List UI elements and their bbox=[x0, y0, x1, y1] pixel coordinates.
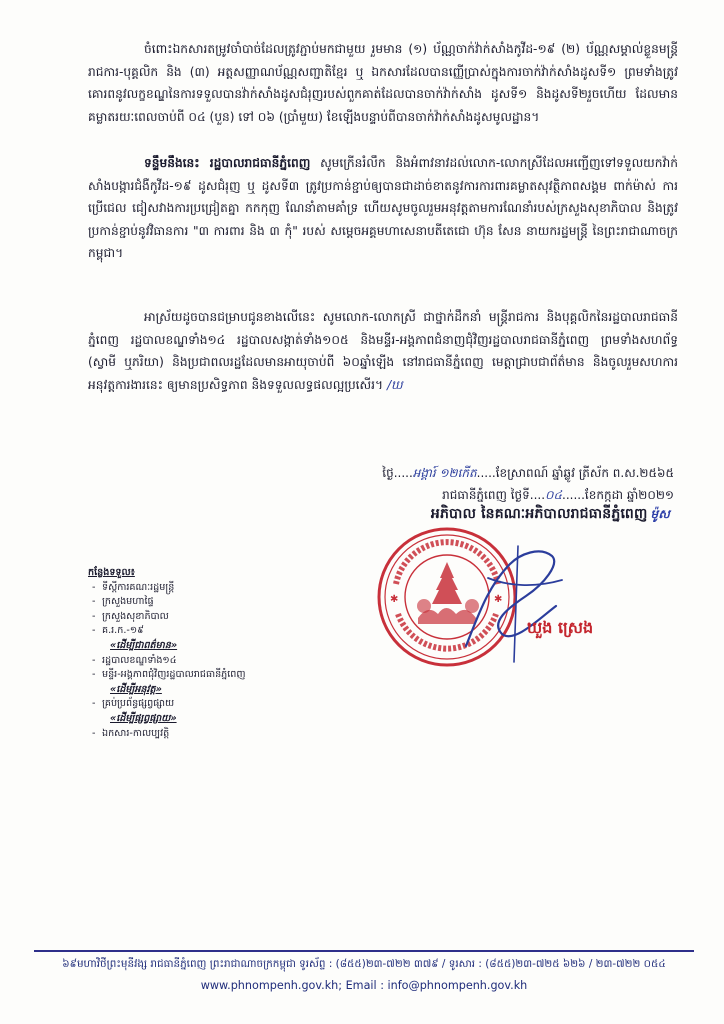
lunar-date-prefix: ថ្ងៃ..... bbox=[382, 466, 413, 480]
signer-initial: ម៉ូស bbox=[650, 507, 670, 521]
signer-name: ឃួង ស្រេង bbox=[527, 618, 594, 637]
footer-divider bbox=[34, 950, 694, 952]
date-block bbox=[314, 462, 674, 506]
solar-date-suffix: ......ខែកក្កដា ឆ្នាំ២០២១ bbox=[562, 488, 674, 502]
letter-body-paragraph-2 bbox=[88, 152, 678, 265]
recipient-item: - ឯកសារ-កាលប្បវត្តិ bbox=[88, 727, 298, 742]
paragraph-2-lead: ទន្ទឹមនឹងនេះ រដ្ឋបាលរាជធានីភ្នំពេញ bbox=[144, 156, 311, 170]
email-link[interactable]: info@phnompenh.gov.kh bbox=[387, 979, 528, 992]
recipient-item: - គ.រ.ក.-១៩ bbox=[88, 624, 298, 639]
recipient-item: - ទីស្តីការគណៈរដ្ឋមន្ត្រី bbox=[88, 581, 298, 596]
solar-date-handwritten: ០៤ bbox=[545, 488, 563, 502]
handwritten-signature-icon bbox=[448, 526, 570, 676]
paragraph-2-text bbox=[88, 152, 678, 265]
website-link[interactable]: www.phnompenh.gov.kh bbox=[200, 979, 339, 992]
recipient-item: - មន្ទីរ-អង្គភាពជុំវិញរដ្ឋបាលរាជធានីភ្នំពេញ bbox=[88, 668, 298, 683]
recipient-item: - រដ្ឋបាលខណ្ឌទាំង១៤ bbox=[88, 654, 298, 669]
footer-contact bbox=[34, 979, 694, 992]
lunar-date-handwritten: អង្គារ៍ ១២កើត bbox=[412, 466, 477, 480]
recipient-note: «ដើម្បីអនុវត្ត» bbox=[110, 683, 162, 695]
lunar-date-line bbox=[314, 462, 674, 484]
lunar-date-suffix: .....ខែស្រាពណ៍ ឆ្នាំឆ្លូវ ត្រីស័ក ព.ស.២៥៦៥ bbox=[476, 466, 674, 480]
solar-date-line bbox=[314, 484, 674, 506]
recipient-note: «ដើម្បីផ្សព្វផ្សាយ» bbox=[110, 712, 177, 724]
paragraph-1-text: ចំពោះឯកសារតម្រូវចាំបាច់ដែលត្រូវភ្ជាប់មកជាមួយ រួមមាន (១) ប័ណ្ណចាក់វ៉ាក់សាំងកូវីដ-១៩ (២) ប័ណ្ណសម្គាល់ខ្លួនមន្ត្រីរាជការ-បុគ្គលិក និង (៣) អត្តសញ្ញាណប័ណ្ណសញ្ជាតិខ្មែរ ឬ ឯកសារដែលបានញ្ញើប្រាស់ក្នុងការចាក់វ៉ាក់សាំងដូសទី១ ព្រមទាំងត្រូវគោរពនូវលក្ខខណ្ឌនៃការទទួលបានវ៉ាក់សាំងដូសជំរុញរបស់ពួកគាត់ដែលបានចាក់វ៉ាក់សាំង ដូសទី១ និងដូសទី២រួចហើយ ដែលមានគម្លាតរយៈពេលចាប់ពី ០៤ (បួន) ទៅ ០៦ (ប្រាំមួយ) ខែឡើងបន្ទាប់ពីបានចាក់វ៉ាក់សាំងដូសមូលដ្ឋាន។ bbox=[88, 42, 678, 124]
paragraph-3-text bbox=[88, 306, 678, 396]
letter-body-paragraph-3 bbox=[88, 306, 678, 396]
signer-title bbox=[431, 504, 670, 525]
paragraph-2-rest: សូមក្រើនរំលឹក និងអំពាវនាវដល់លោក-លោកស្រីដែលអញ្ជើញទៅទទួលយកវ៉ាក់សាំងបង្ការជំងឺកូវីដ-១៩ ដូសជំរុញ ឬ ដូសទី៣ ត្រូវប្រកាន់ខ្ជាប់ឲ្យបានជាដាច់ខាតនូវការការពារគម្លាតសុវត្ថិភាពសង្គម ពាក់ម៉ាស់ ការប្រើជេល ជៀសវាងការប្រជ្រៀតគ្នា កកកុញ ណែនាំតាមគាំទ្រ ហើយសូមចូលរួមអនុវត្តតាមការណែនាំរបស់ក្រសួងសុខាភិបាល និងត្រូវប្រកាន់ខ្ជាប់នូវវិធានការ "៣ ការពារ និង ៣ កុំ" របស់ សម្តេចអគ្គមហាសេនាបតីតេជោ ហ៊ុន សែន នាយករដ្ឋមន្ត្រី នៃព្រះរាជាណាចក្រកម្ពុជា។ bbox=[88, 156, 678, 260]
recipient-item: - ក្រសួងសុខាភិបាល bbox=[88, 610, 298, 625]
letter-body-paragraph-1 bbox=[88, 38, 678, 128]
contact-separator: ; Email : bbox=[338, 979, 388, 992]
recipients-items bbox=[88, 581, 298, 742]
footer-address: ៦៩មហាវិថីព្រះមុនីវង្ស រាជធានីភ្នំពេញ ព្រះរាជាណាចក្រកម្ពុជា ទូរស័ព្ទ : (៨៥៥)២៣-៧២២ ៣៧៩ / ទូរសារ : (៨៥៥)២៣-៧២៥ ៦២៦ / ២៣-៧២២ ០៥៤ bbox=[62, 958, 666, 970]
recipients-list bbox=[88, 566, 298, 741]
svg-text:✱: ✱ bbox=[390, 594, 399, 605]
solar-date-prefix: រាជធានីភ្នំពេញ ថ្ងៃទី.... bbox=[442, 488, 546, 502]
handwritten-mark: /ឃ bbox=[386, 377, 403, 392]
recipients-heading: កន្លែងទទួល៖ bbox=[88, 567, 135, 578]
recipient-note: «ដើម្បីជាពត៌មាន» bbox=[110, 639, 178, 651]
svg-text:✱: ✱ bbox=[494, 594, 503, 605]
recipient-item: - ក្រសួងមហាផ្ទៃ bbox=[88, 595, 298, 610]
paragraph-3-body: អាស្រ័យដូចបានជម្រាបជូនខាងលើនេះ សូមលោក-លោកស្រី ជាថ្នាក់ដឹកនាំ មន្ត្រីរាជការ និងបុគ្គលិកនៃរដ្ឋបាលរាជធានីភ្នំពេញ រដ្ឋបាលខណ្ឌទាំង១៤ រដ្ឋបាលសង្កាត់ទាំង១០៥ និងមន្ទីរ-អង្គភាពជំនាញជុំវិញរដ្ឋបាលរាជធានីភ្នំពេញ ព្រមទាំងសហព័ទ្ធ (ស្វាមី ឬភរិយា) និងប្រជាពលរដ្ឋដែលមានអាយុចាប់ពី ៦០ឆ្នាំឡើង នៅរាជធានីភ្នំពេញ មេត្តាជ្រាបជាព័ត៌មាន និងចូលរួមសហការអនុវត្តការងារនេះ ឲ្យមានប្រសិទ្ធភាព និងទទួលលទ្ធផលល្អប្រសើរ។ bbox=[88, 310, 678, 392]
recipient-item: - គ្រប់ប្រព័ន្ធផ្សព្វផ្សាយ bbox=[88, 697, 298, 712]
signer-title-text: អភិបាល នៃគណៈអភិបាលរាជធានីភ្នំពេញ bbox=[430, 506, 648, 522]
